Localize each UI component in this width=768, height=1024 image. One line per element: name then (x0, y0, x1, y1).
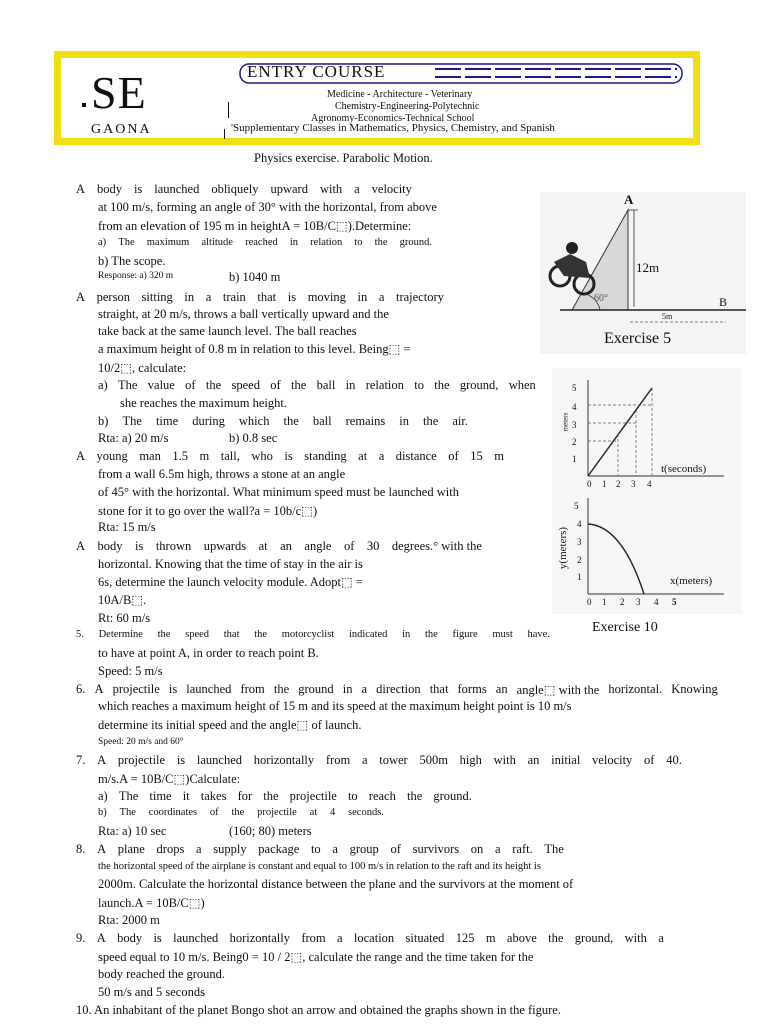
word: standing (304, 449, 347, 463)
word: to (414, 378, 424, 392)
fig10-bottom-xtick-2: 2 (620, 597, 625, 607)
word: the (157, 629, 171, 640)
word: drops (156, 842, 185, 856)
word: is (135, 539, 144, 553)
word: in (402, 629, 411, 640)
word: time (149, 789, 172, 803)
word: during (192, 414, 225, 428)
word: the (406, 789, 423, 803)
p5-line-3: Speed: 5 m/s (98, 664, 163, 678)
word: A (97, 842, 107, 856)
p4-line-2: horizontal. Knowing that the time of stay in the air is (98, 557, 363, 571)
p3-line-3: of 45° with the horizontal. What minimum speed must be launched with (98, 485, 459, 499)
fig10-bottom-ytick-5: 5 (574, 501, 579, 511)
p2-line-4: a maximum height of 0.8 m in relation to this level. Being⬚ = (98, 342, 411, 356)
word: a (494, 842, 501, 856)
p7-item-a (98, 789, 472, 804)
p2-item-b (98, 414, 468, 429)
p7-line-2: m/s.A = 10B/C⬚)Calculate: (98, 772, 241, 786)
word: situated (405, 931, 445, 945)
word: to (354, 237, 363, 248)
word: a) (98, 237, 107, 248)
word: 6. (76, 682, 86, 696)
logo-text: SE (91, 67, 147, 118)
p1-item-b: b) The scope. (98, 254, 166, 268)
word: an (495, 682, 508, 696)
word: Determine (98, 629, 143, 640)
word: projectile (257, 807, 297, 818)
fig10-bottom-xtick-4: 4 (654, 597, 659, 607)
word: launched (196, 753, 243, 767)
page-title: Physics exercise. Parabolic Motion. (254, 151, 433, 165)
fig10-bottom-xlabel: x(meters) (670, 575, 713, 587)
p8-line-4: launch.A = 10B/C⬚) (98, 896, 205, 910)
fig10-top-xtick-3: 3 (631, 479, 636, 489)
word: which (238, 414, 270, 428)
word: the (205, 378, 222, 392)
word: in (399, 414, 409, 428)
word: 40. (666, 753, 682, 767)
word: body (117, 931, 143, 945)
word: relation (310, 237, 343, 248)
word: figure (452, 629, 478, 640)
fig10-top-xtick-2: 2 (616, 479, 621, 489)
word: takes (200, 789, 227, 803)
word: time (155, 414, 179, 428)
word: is (133, 182, 143, 196)
word: plane (117, 842, 145, 856)
word: air. (452, 414, 468, 428)
fig5-point-a: A (624, 192, 634, 207)
word: must (492, 629, 513, 640)
header-divider-small (224, 129, 225, 139)
word: a (378, 449, 385, 463)
word: the (291, 378, 307, 392)
word: relation (365, 378, 404, 392)
word: of (644, 753, 655, 767)
fig10-bottom-ytick-4: 4 (577, 519, 582, 529)
word: altitude (201, 237, 233, 248)
word: in (345, 378, 356, 392)
p1-line-1 (76, 182, 412, 197)
word: upwards (203, 539, 247, 553)
word: ground, (574, 931, 614, 945)
word: young (96, 449, 128, 463)
word: The (118, 237, 135, 248)
word: in (289, 237, 299, 248)
word: 500m (419, 753, 448, 767)
fig10-top-ylabel: meters (561, 412, 570, 432)
word: 7. (76, 753, 86, 767)
p4-line-1 (76, 539, 482, 554)
p9-line-3: body reached the ground. (98, 967, 226, 981)
word: at (258, 539, 268, 553)
fig10-top-ytick-1: 1 (572, 454, 577, 464)
word: 30 (366, 539, 380, 553)
fig5-point-b: B (719, 295, 728, 309)
word: to (347, 789, 358, 803)
word: of (209, 807, 219, 818)
word: is (287, 290, 297, 304)
word: degrees.° with the (391, 539, 482, 553)
p3-line-2: from a wall 6.5m high, throws a stone at an angle (98, 467, 346, 481)
word: at (358, 449, 368, 463)
word: ground. (399, 237, 432, 248)
word: the (254, 629, 268, 640)
fig10-top-ytick-4: 4 (572, 402, 577, 412)
word: 1.5 (172, 449, 188, 463)
word: of (185, 378, 196, 392)
word: A (76, 290, 86, 304)
header-banner (54, 51, 700, 145)
fig10-bottom-ytick-2: 2 (577, 555, 582, 565)
word: value (147, 378, 175, 392)
school-name: GAONA (91, 122, 152, 137)
word: that (257, 290, 277, 304)
word: is (284, 449, 293, 463)
word: The (118, 789, 139, 803)
word: distance (395, 449, 437, 463)
fig10-bottom-xtick-3: 3 (636, 597, 641, 607)
fig10-bottom-ylabel: y(meters) (557, 526, 570, 570)
word: b) (98, 414, 109, 428)
word: person (96, 290, 130, 304)
word: a (378, 290, 385, 304)
word: m (494, 449, 504, 463)
word: initial (551, 753, 581, 767)
word: forms (457, 682, 487, 696)
p8-rta: Rta: 2000 m (98, 913, 160, 927)
word: thrown (155, 539, 192, 553)
word: motorcyclist (281, 629, 335, 640)
fig10-top-xlabel: t(seconds) (661, 463, 707, 475)
fig10-bottom-xtick-0: 0 (587, 597, 592, 607)
word: launched (173, 931, 219, 945)
p3-line-4: stone for it to go over the wall?a = 10b/c⬚) (98, 504, 318, 518)
word: raft. (512, 842, 533, 856)
header-line-1: Medicine - Architecture - Veterinary (327, 89, 473, 100)
p2-line-1 (76, 290, 444, 305)
p7-rta-b: (160; 80) meters (229, 824, 312, 838)
word: The (122, 414, 142, 428)
p2-line-2: straight, at 20 m/s, throws a ball vertically upward and the (98, 307, 389, 321)
p5-line-2: to have at point A, in order to reach point B. (98, 646, 319, 660)
word: angle⬚ with the (516, 683, 600, 697)
header-line-2: Chemistry-Engineering-Polytechnic (335, 101, 480, 112)
p9-answer: 50 m/s and 5 seconds (98, 985, 205, 999)
word: train (222, 290, 246, 304)
word: remains (345, 414, 386, 428)
p4-rt: Rt: 60 m/s (98, 611, 151, 625)
word: a (332, 842, 338, 856)
word: A (76, 182, 86, 196)
word: an (280, 539, 292, 553)
p1-response-a: Response: a) 320 m (98, 271, 174, 281)
word: survivors (412, 842, 460, 856)
word: is (153, 931, 162, 945)
p2-rta-a: Rta: a) 20 m/s (98, 431, 169, 445)
word: a (658, 931, 664, 945)
word: body (97, 539, 123, 553)
word: the (548, 931, 564, 945)
fig10-top-xtick-0: 0 (587, 479, 592, 489)
word: a (361, 682, 368, 696)
p6-line-1 (76, 682, 718, 698)
word: for (237, 789, 253, 803)
word: reach (368, 789, 396, 803)
word: maximum (146, 237, 190, 248)
word: ground. (433, 789, 472, 803)
p8-line-3: 2000m. Calculate the horizontal distance between the plane and the survivors at the moment of (98, 877, 574, 891)
fig5-gap-label: 5m (662, 312, 673, 321)
word: from (240, 682, 265, 696)
p2-line-3: take back at the same launch level. The ball reaches (98, 324, 357, 338)
logo-dot (82, 103, 86, 107)
p1-item-a (98, 237, 432, 248)
word: A (96, 931, 106, 945)
word: a (205, 290, 212, 304)
word: trajectory (395, 290, 444, 304)
word: speed (185, 629, 210, 640)
word: a) (98, 378, 108, 392)
word: from (325, 753, 351, 767)
word: from (301, 931, 326, 945)
word: a (196, 842, 202, 856)
word: speed (231, 378, 260, 392)
word: with (319, 182, 343, 196)
word: projectile (112, 682, 160, 696)
word: 9. (76, 931, 86, 945)
word: A (76, 539, 86, 553)
word: ground (298, 682, 334, 696)
fig5-height-label: 12m (636, 260, 660, 275)
word: who (251, 449, 273, 463)
header-divider (228, 102, 229, 118)
word: launched (186, 682, 232, 696)
word: of (448, 449, 459, 463)
word: the (263, 789, 279, 803)
word: The (119, 807, 136, 818)
p9-line-2: speed equal to 10 m/s. Being0 = 10 / 2⬚, calculate the range and the time taken for the (98, 950, 534, 964)
word: tower (379, 753, 408, 767)
word: have. (527, 629, 550, 640)
word: 125 (455, 931, 475, 945)
word: m (199, 449, 210, 463)
word: with (624, 931, 647, 945)
word: ball (316, 378, 336, 392)
p1-line-2: at 100 m/s, forming an angle of 30° with the horizontal, from above (98, 200, 437, 214)
p1-line-3: from an elevation of 195 m in heightA = 10B/C⬚).Determine: (98, 219, 412, 233)
word: above (506, 931, 537, 945)
p6-line-2: which reaches a maximum height of 15 m and its speed at the maximum height point is 10 m/s (98, 699, 572, 713)
word: horizontal. (608, 682, 663, 696)
fig10-bottom-ytick-1: 1 (577, 572, 582, 582)
p3-rta: Rta: 15 m/s (98, 520, 156, 534)
word: velocity (592, 753, 633, 767)
fig5-caption: Exercise 5 (604, 330, 672, 347)
word: of (343, 539, 355, 553)
word: 5. (76, 629, 84, 640)
p9-line-1 (76, 931, 664, 946)
word: a (361, 753, 368, 767)
header-line-4: 'Supplementary Classes in Mathematics, Physics, Chemistry, and Spanish (231, 122, 555, 134)
word: in (184, 290, 195, 304)
p7-rta-a: Rta: a) 10 sec (98, 824, 167, 838)
word: that (223, 629, 240, 640)
word: reached (245, 237, 278, 248)
word: moving (307, 290, 346, 304)
word: that (429, 682, 449, 696)
word: b) (98, 807, 107, 818)
word: tall, (220, 449, 240, 463)
word: 4 (329, 807, 336, 818)
word: velocity (371, 182, 412, 196)
fig10-top-ytick-3: 3 (572, 420, 577, 430)
word: the (423, 414, 439, 428)
header-line-3: Agronomy-Economics-Technical School (311, 113, 475, 124)
word: ground, (459, 378, 499, 392)
p2-item-a (98, 378, 536, 393)
word: coordinates (148, 807, 198, 818)
fig10-bottom-ytick-3: 3 (577, 537, 582, 547)
word: man (139, 449, 161, 463)
word: A (94, 682, 104, 696)
word: location (353, 931, 395, 945)
word: seconds. (348, 807, 384, 818)
word: high (459, 753, 482, 767)
word: The (544, 842, 564, 856)
word: a (337, 931, 343, 945)
word: supply (213, 842, 247, 856)
p7-item-b (98, 807, 384, 818)
fig10-bottom-xtick-5: 5 (672, 597, 677, 607)
word: in (342, 682, 353, 696)
word: Knowing (671, 682, 718, 696)
p1-response-b: b) 1040 m (229, 270, 281, 284)
fig10-caption: Exercise 10 (592, 620, 658, 635)
fig10-top-xtick-4: 4 (647, 479, 652, 489)
p8-line-2: the horizontal speed of the airplane is constant and equal to 100 m/s in relation to the raft and its height is (98, 861, 541, 872)
word: it (182, 789, 190, 803)
word: in (357, 290, 368, 304)
fig10-top-xtick-1: 1 (602, 479, 607, 489)
fig10-bottom-xtick-1: 1 (602, 597, 607, 607)
word: the (283, 414, 299, 428)
p4-line-4: 10A/B⬚. (98, 593, 147, 607)
word: direction (376, 682, 421, 696)
word: horizontally (253, 753, 315, 767)
fig10-top-ytick-5: 5 (572, 383, 577, 393)
word: of (390, 842, 401, 856)
word: the (273, 682, 290, 696)
word: a (354, 182, 360, 196)
word: A (97, 753, 107, 767)
word: projectile (117, 753, 166, 767)
word: the (231, 807, 245, 818)
word: body (96, 182, 122, 196)
word: when (508, 378, 536, 392)
fig5-angle-label: 60° (594, 293, 608, 304)
word: of (270, 378, 281, 392)
p8-line-1 (76, 842, 564, 857)
word: angle (304, 539, 332, 553)
p4-line-3: 6s, determine the launch velocity module. Adopt⬚ = (98, 575, 363, 589)
word: at (309, 807, 318, 818)
word: the (425, 629, 438, 640)
p10-line-1: 10. An inhabitant of the planet Bongo shot an arrow and obtained the graphs shown in the figure. (76, 1003, 561, 1017)
p7-line-1 (76, 753, 682, 768)
word: launched (154, 182, 200, 196)
word: 15 (470, 449, 483, 463)
p2-item-a-cont: she reaches the maximum height. (120, 396, 287, 410)
word: on (470, 842, 484, 856)
word: ball (312, 414, 332, 428)
entry-course-title: ENTRY COURSE (247, 62, 386, 81)
word: package (258, 842, 300, 856)
p5-line-1 (76, 629, 550, 640)
word: sitting (141, 290, 173, 304)
word: indicated (348, 629, 388, 640)
p6-line-3: determine its initial speed and the angle⬚ of launch. (98, 718, 362, 732)
p3-line-1 (76, 449, 504, 464)
word: with (493, 753, 516, 767)
p2-line-5: 10/2⬚, calculate: (98, 361, 187, 375)
word: The (118, 378, 138, 392)
word: 8. (76, 842, 86, 856)
word: is (168, 682, 178, 696)
word: the (374, 237, 388, 248)
word: is (176, 753, 186, 767)
p6-answer: Speed: 20 m/s and 60° (98, 737, 184, 747)
word: group (349, 842, 379, 856)
word: projectile (289, 789, 337, 803)
word: the (434, 378, 450, 392)
word: m (485, 931, 496, 945)
p2-rta-b: b) 0.8 sec (229, 431, 278, 445)
word: horizontally (229, 931, 290, 945)
word: A (76, 449, 86, 463)
word: obliquely (211, 182, 259, 196)
word: an (527, 753, 540, 767)
fig10-top-ytick-2: 2 (572, 437, 577, 447)
word: to (310, 842, 321, 856)
word: a) (98, 789, 108, 803)
word: upward (270, 182, 308, 196)
